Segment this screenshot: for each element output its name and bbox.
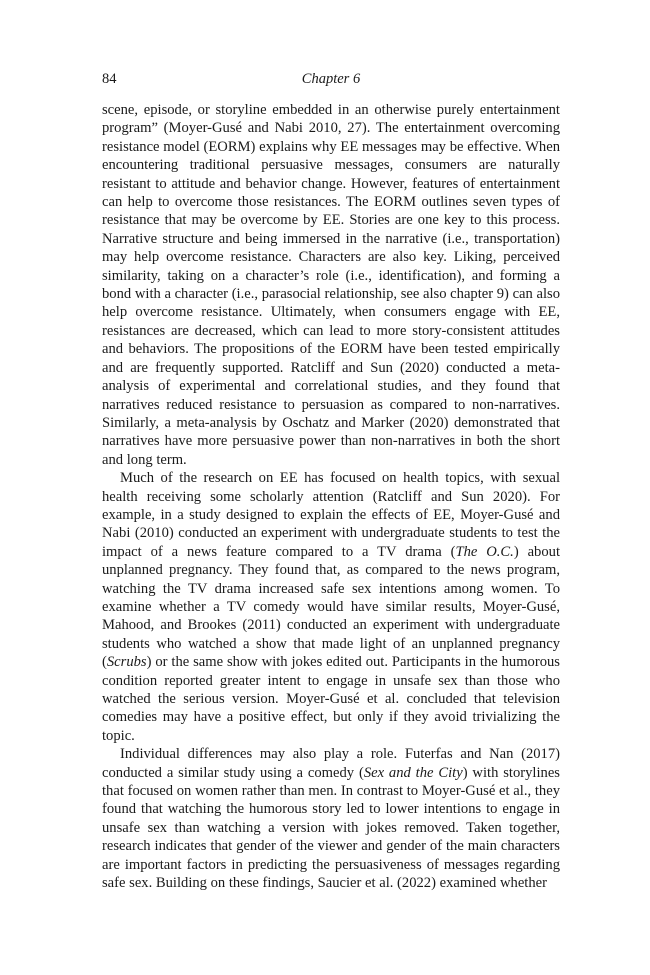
paragraph-1-text: scene, episode, or storyline embedded in an otherwise purely entertainment program” (Moyer-Gusé and Nabi 2010, 27). The entertainment overcoming resistance model (EORM) explains why EE messages may be effective. When encountering traditional persuasive messages, consumers are naturally resistant to attitude and behavior change. However, features of entertainment can help to overcome those resistances. The EORM outlines seven types of resistance that may be overcome by EE. Stories are one key to this process. Narrative structure and being immersed in the narrative (i.e., transportation) may help overcome resistance. Characters are also key. Liking, perceived similarity, taking on a character’s role (i.e., identification), and forming a bond with a character (i.e., parasocial relationship, see also chapter 9) can also help overcome resistance. Ultimately, when consumers engage with EE, resistances are decreased, which can lead to more story-consistent attitudes and behaviors. The propositions of the EORM have been tested empirically and are frequently supported. Ratcliff and Sun (2020) conducted a meta-analysis of experimental and correlational studies, and they found that narratives reduced resistance to persuasion as compared to non-narratives. Similarly, a meta-analysis by Oschatz and Marker (2020) demonstrated that narratives have more persuasive power than non-narratives in both the short and long term.	[102, 102, 560, 468]
title-sex-and-the-city: Sex and the City	[363, 764, 463, 781]
paragraph-3-text-b: ) with storylines that focused on women rather than men. In contrast to Moyer-Gusé et al., they found that watching the humorous story led to lower intentions to engage in unsafe sex than watching a version with jokes removed. Taken together, research indicates that gender of the viewer and gender of the main characters are important factors in predicting the persuasiveness of messages regarding safe sex. Building on these findings, Saucier et al. (2022) examined whether	[102, 764, 560, 892]
chapter-title: Chapter 6	[301, 71, 361, 87]
page-number: 84	[102, 71, 117, 87]
paragraph-1	[102, 101, 560, 469]
paragraph-2	[102, 469, 560, 745]
paragraph-3-text-a: Individual differences may also play a role. Futerfas and Nan (2017) conducted a similar study using a comedy (	[102, 746, 560, 781]
running-head	[102, 69, 560, 89]
title-the-oc: The O.C.	[455, 543, 514, 560]
paragraph-3	[102, 745, 560, 892]
paragraph-2-text-c: ) or the same show with jokes edited out. Participants in the humorous condition reported greater intent to engage in unsafe sex than those who watched the serious version. Moyer-Gusé et al. concluded that television comedies may have a positive effect, but only if they avoid trivializing the topic.	[102, 654, 560, 744]
paragraph-2-text-b: ) about unplanned pregnancy. They found that, as compared to the news program, watching the TV drama increased safe sex intentions among women. To examine whether a TV comedy would have similar results, Moyer-Gusé, Mahood, and Brookes (2011) conducted an experiment with undergraduate students who watched a show that made light of an unplanned pregnancy (	[102, 543, 560, 671]
title-scrubs: Scrubs	[106, 654, 147, 671]
paragraph-2-text-a: Much of the research on EE has focused on health topics, with sexual health receiving some scholarly attention (Ratcliff and Sun 2020). For example, in a study designed to explain the effects of EE, Moyer-Gusé and Nabi (2010) conducted an experiment with undergraduate students to test the impact of a news feature compared to a TV drama (	[102, 470, 560, 560]
body-text	[102, 101, 560, 892]
